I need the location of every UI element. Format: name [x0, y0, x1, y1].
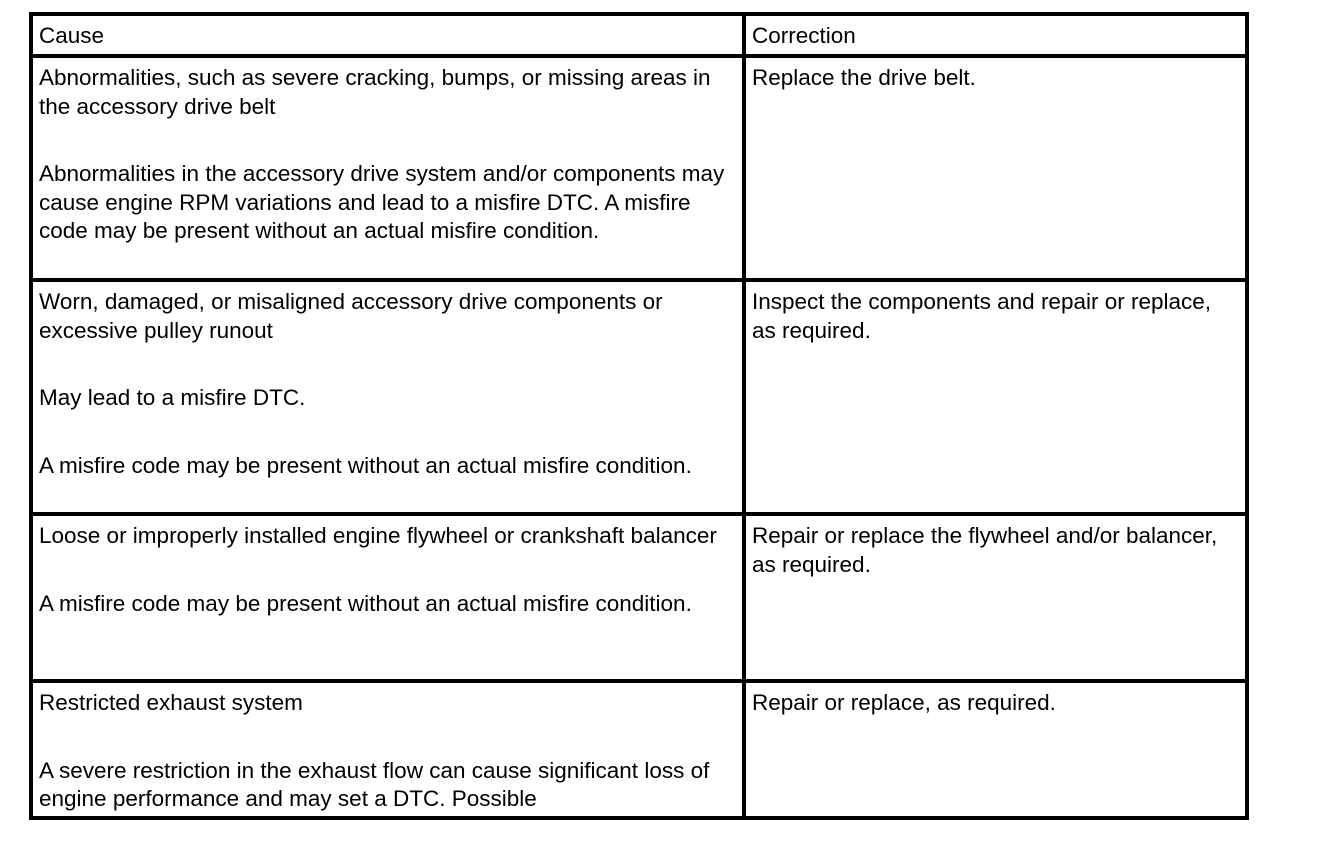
cause-text: Restricted exhaust system	[39, 690, 303, 715]
correction-header: Correction	[744, 14, 1247, 56]
correction-cell	[744, 681, 1247, 818]
correction-text: Repair or replace the flywheel and/or balancer, as required.	[752, 523, 1218, 577]
cause-note: A severe restriction in the exhaust flow can cause significant loss of engine performance and may set a DTC. Possible	[39, 757, 710, 811]
table-row	[31, 280, 1247, 514]
cause-text: Abnormalities, such as severe cracking, bumps, or missing areas in the accessory drive belt	[39, 65, 711, 119]
cause-note: Abnormalities in the accessory drive system and/or components may cause engine RPM variations and lead to a misfire DTC. A misfire code may be present without an actual misfire condition.	[39, 161, 725, 243]
cause-cell	[31, 56, 744, 280]
cause-note: A misfire code may be present without an actual misfire condition.	[39, 452, 692, 478]
cause-correction-table	[29, 12, 1249, 820]
cause-text: Worn, damaged, or misaligned accessory drive components or excessive pulley runout	[39, 289, 663, 343]
cause-text: Loose or improperly installed engine flywheel or crankshaft balancer	[39, 523, 717, 548]
cause-note: May lead to a misfire DTC.	[39, 385, 306, 410]
cause-note: A misfire code may be present without an actual misfire condition.	[39, 590, 692, 616]
cause-cell	[31, 280, 744, 514]
correction-cell	[744, 280, 1247, 514]
correction-text: Inspect the components and repair or replace, as required.	[752, 289, 1212, 343]
correction-text: Replace the drive belt.	[752, 65, 976, 90]
table-row	[31, 681, 1247, 818]
table-header-row	[31, 14, 1247, 56]
table-row	[31, 514, 1247, 681]
correction-cell	[744, 56, 1247, 280]
cause-header: Cause	[31, 14, 744, 56]
cause-cell	[31, 681, 744, 818]
correction-text: Repair or replace, as required.	[752, 690, 1056, 715]
table-row	[31, 56, 1247, 280]
cause-cell	[31, 514, 744, 681]
correction-cell	[744, 514, 1247, 681]
